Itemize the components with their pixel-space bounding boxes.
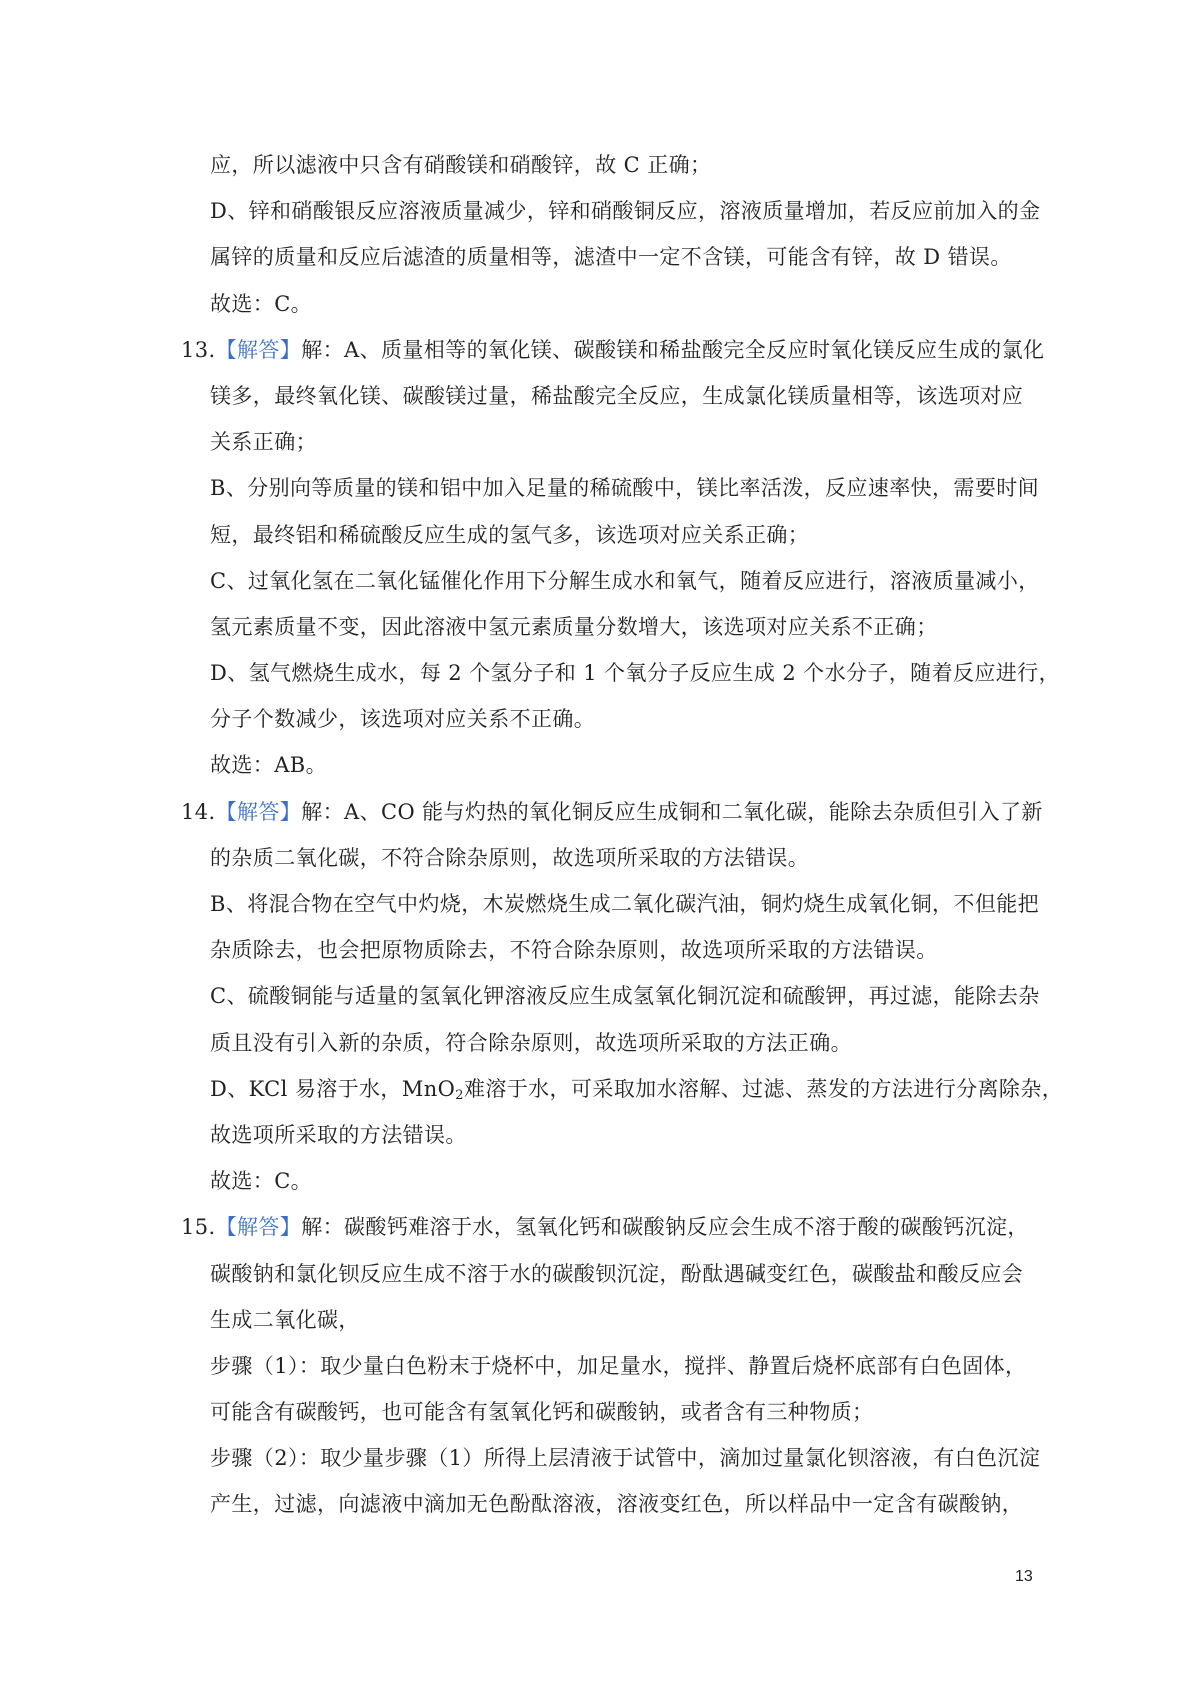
text-line: D、锌和硝酸银反应溶液质量减少，锌和硝酸铜反应，溶液质量增加，若反应前加入的金 (210, 199, 1041, 224)
question-number: 15. (181, 1215, 216, 1240)
question-number: 14. (181, 799, 216, 824)
text-line: 应，所以滤液中只含有硝酸镁和硝酸锌，故 C 正确； (210, 153, 712, 177)
text-line: 故选项所采取的方法错误。 (210, 1122, 467, 1147)
text-line: 短，最终铝和稀硫酸反应生成的氢气多，该选项对应关系正确； (210, 522, 810, 547)
text-line: B、分别向等质量的镁和铝中加入足量的稀硫酸中，镁比率活泼，反应速率快，需要时间 (210, 476, 1040, 501)
text-line: 质且没有引入新的杂质，符合除杂原则，故选项所采取的方法正确。 (210, 1030, 852, 1055)
text-line: 生成二氧化碳， (210, 1307, 360, 1332)
text-line: C、硫酸铜能与适量的氢氧化钾溶液反应生成氢氧化铜沉淀和硫酸钾，再过滤，能除去杂 (210, 984, 1040, 1009)
text-line: 产生，过滤，向滤液中滴加无色酚酞溶液，溶液变红色，所以样品中一定含有碳酸钠， (210, 1492, 1024, 1517)
text-line: 杂质除去，也会把原物质除去，不符合除杂原则，故选项所采取的方法错误。 (210, 938, 938, 963)
text-line: 碳酸钠和氯化钡反应生成不溶于水的碳酸钡沉淀，酚酞遇碱变红色，碳酸盐和酸反应会 (210, 1261, 1024, 1286)
text-line: 氢元素质量不变，因此溶液中氢元素质量分数增大，该选项对应关系不正确； (210, 614, 938, 639)
answer-keyword: 【解答】 (215, 799, 302, 824)
text-line: 故选：C。 (210, 291, 313, 316)
text-line: D、氢气燃烧生成水，每 2 个氢分子和 1 个氧分子反应生成 2 个水分子，随着反应进行， (210, 661, 1060, 686)
text-span: D、KCl 易溶于水，MnO (210, 1076, 456, 1101)
text-line: 可能含有碳酸钙，也可能含有氢氧化钙和碳酸钠，或者含有三种物质； (210, 1400, 874, 1425)
question-15-header (0, 1204, 1200, 1250)
question-14-header (0, 789, 1200, 835)
text-line: 的杂质二氧化碳，不符合除杂原则，故选项所采取的方法错误。 (210, 845, 810, 870)
text-span: 解：A、CO 能与灼热的氧化铜反应生成铜和二氧化碳，能除去杂质但引入了新 (301, 799, 1043, 824)
text-line: 故选：AB。 (210, 753, 327, 778)
text-line (0, 1066, 1200, 1112)
question-number: 13. (181, 337, 216, 362)
text-span: 解：A、质量相等的氧化镁、碳酸镁和稀盐酸完全反应时氧化镁反应生成的氯化 (301, 337, 1045, 362)
answer-keyword: 【解答】 (215, 1215, 302, 1240)
text-line: 故选：C。 (210, 1169, 313, 1194)
text-line: 关系正确； (210, 430, 317, 455)
page-number: 13 (1015, 1568, 1033, 1585)
text-line: 镁多，最终氧化镁、碳酸镁过量，稀盐酸完全反应，生成氯化镁质量相等，该选项对应 (210, 383, 1024, 408)
text-span: 解：碳酸钙难溶于水，氢氧化钙和碳酸钠反应会生成不溶于酸的碳酸钙沉淀， (301, 1215, 1029, 1240)
answer-text (0, 142, 1200, 1528)
text-line: 步骤（1）：取少量白色粉末于烧杯中，加足量水，搅拌、静置后烧杯底部有白色固体， (210, 1353, 1027, 1378)
subscript: 2 (455, 1087, 464, 1103)
text-line: B、将混合物在空气中灼烧，木炭燃烧生成二氧化碳汽油，铜灼烧生成氧化铜，不但能把 (210, 892, 1040, 916)
text-line: 步骤（2）：取少量步骤（1）所得上层清液于试管中，滴加过量氯化钡溶液，有白色沉淀 (210, 1446, 1041, 1471)
text-span: 难溶于水，可采取加水溶解、过滤、蒸发的方法进行分离除杂， (463, 1076, 1064, 1101)
text-line: C、过氧化氢在二氧化锰催化作用下分解生成水和氧气，随着反应进行，溶液质量减小， (210, 568, 1040, 593)
answer-keyword: 【解答】 (215, 337, 302, 362)
text-line: 属锌的质量和反应后滤渣的质量相等，滤渣中一定不含镁，可能含有锌，故 D 错误。 (210, 245, 1012, 270)
question-13-header (0, 327, 1200, 373)
text-line: 分子个数减少，该选项对应关系不正确。 (210, 707, 596, 732)
